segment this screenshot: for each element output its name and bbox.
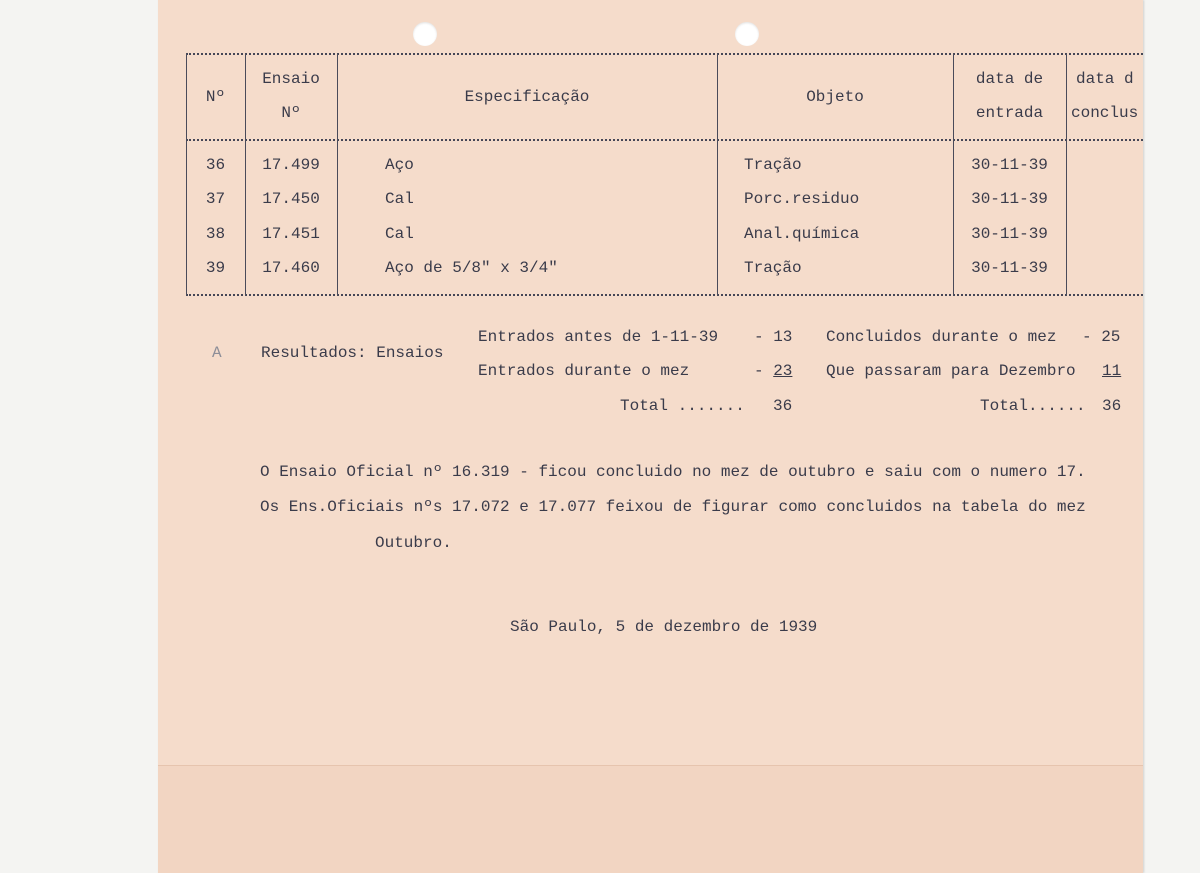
row-especificacao: Cal xyxy=(385,190,414,208)
row-num: 39 xyxy=(205,259,226,277)
header-data-conclusao: data d xyxy=(1076,70,1134,88)
concluded-label: Concluidos durante o mez xyxy=(826,328,1057,346)
header-data-conclusao-2: conclus xyxy=(1071,104,1139,122)
row-ensaio: 17.450 xyxy=(262,190,320,208)
header-ensaio-num: Nº xyxy=(281,104,301,122)
results-marker: A xyxy=(212,344,222,362)
header-data-entrada: data de xyxy=(975,70,1044,88)
passed-december-value: 11 xyxy=(1102,362,1122,380)
row-ensaio: 17.451 xyxy=(262,225,320,243)
binder-hole-right xyxy=(735,22,759,46)
document-page xyxy=(158,0,1143,873)
place-date: São Paulo, 5 de dezembro de 1939 xyxy=(510,618,818,636)
header-objeto: Objeto xyxy=(806,88,864,106)
row-num: 38 xyxy=(205,225,226,243)
row-num: 37 xyxy=(205,190,226,208)
row-num: 36 xyxy=(205,156,226,174)
entered-before-value: - 13 xyxy=(754,328,793,346)
row-objeto: Tração xyxy=(744,259,802,277)
passed-december-label: Que passaram para Dezembro xyxy=(826,362,1076,380)
header-especificacao: Especificação xyxy=(464,88,590,106)
row-especificacao: Aço de 5/8" x 3/4" xyxy=(385,259,558,277)
row-ensaio: 17.460 xyxy=(262,259,320,277)
entered-before-label: Entrados antes de 1-11-39 xyxy=(478,328,719,346)
results-label: Resultados: Ensaios xyxy=(261,344,444,362)
row-especificacao: Aço xyxy=(385,156,414,174)
header-num: Nº xyxy=(205,88,226,106)
row-data-entrada: 30-11-39 xyxy=(971,190,1048,208)
entered-during-value: - 23 xyxy=(754,362,793,380)
table-bottom-rule xyxy=(186,294,1143,296)
row-ensaio: 17.499 xyxy=(262,156,320,174)
note-line-3: Outubro. xyxy=(375,534,452,552)
header-ensaio: Ensaio xyxy=(262,70,320,88)
entered-during-label: Entrados durante o mez xyxy=(478,362,690,380)
column-divider xyxy=(1066,53,1067,296)
tests-table xyxy=(186,53,1143,296)
row-data-entrada: 30-11-39 xyxy=(971,225,1048,243)
total-right-value: 36 xyxy=(1102,397,1122,415)
table-header-rule xyxy=(186,139,1143,141)
row-especificacao: Cal xyxy=(385,225,414,243)
entered-during-number: 23 xyxy=(773,362,793,380)
header-data-entrada-2: entrada xyxy=(975,104,1044,122)
row-data-entrada: 30-11-39 xyxy=(971,156,1048,174)
total-right-label: Total...... xyxy=(980,397,1086,415)
note-line-2: Os Ens.Oficiais nºs 17.072 e 17.077 feixou de figurar como concluidos na tabela do mez xyxy=(260,498,1086,516)
note-line-1: O Ensaio Oficial nº 16.319 - ficou concluido no mez de outubro e saiu com o numero 17. xyxy=(260,463,1086,481)
row-objeto: Porc.residuo xyxy=(744,190,860,208)
binder-hole-left xyxy=(413,22,437,46)
row-objeto: Tração xyxy=(744,156,802,174)
page-fold xyxy=(158,765,1143,873)
concluded-value: - 25 xyxy=(1082,328,1121,346)
table-top-rule xyxy=(186,53,1143,55)
total-left-label: Total ....... xyxy=(620,397,745,415)
row-data-entrada: 30-11-39 xyxy=(971,259,1048,277)
row-objeto: Anal.química xyxy=(744,225,860,243)
total-left-value: 36 xyxy=(773,397,793,415)
